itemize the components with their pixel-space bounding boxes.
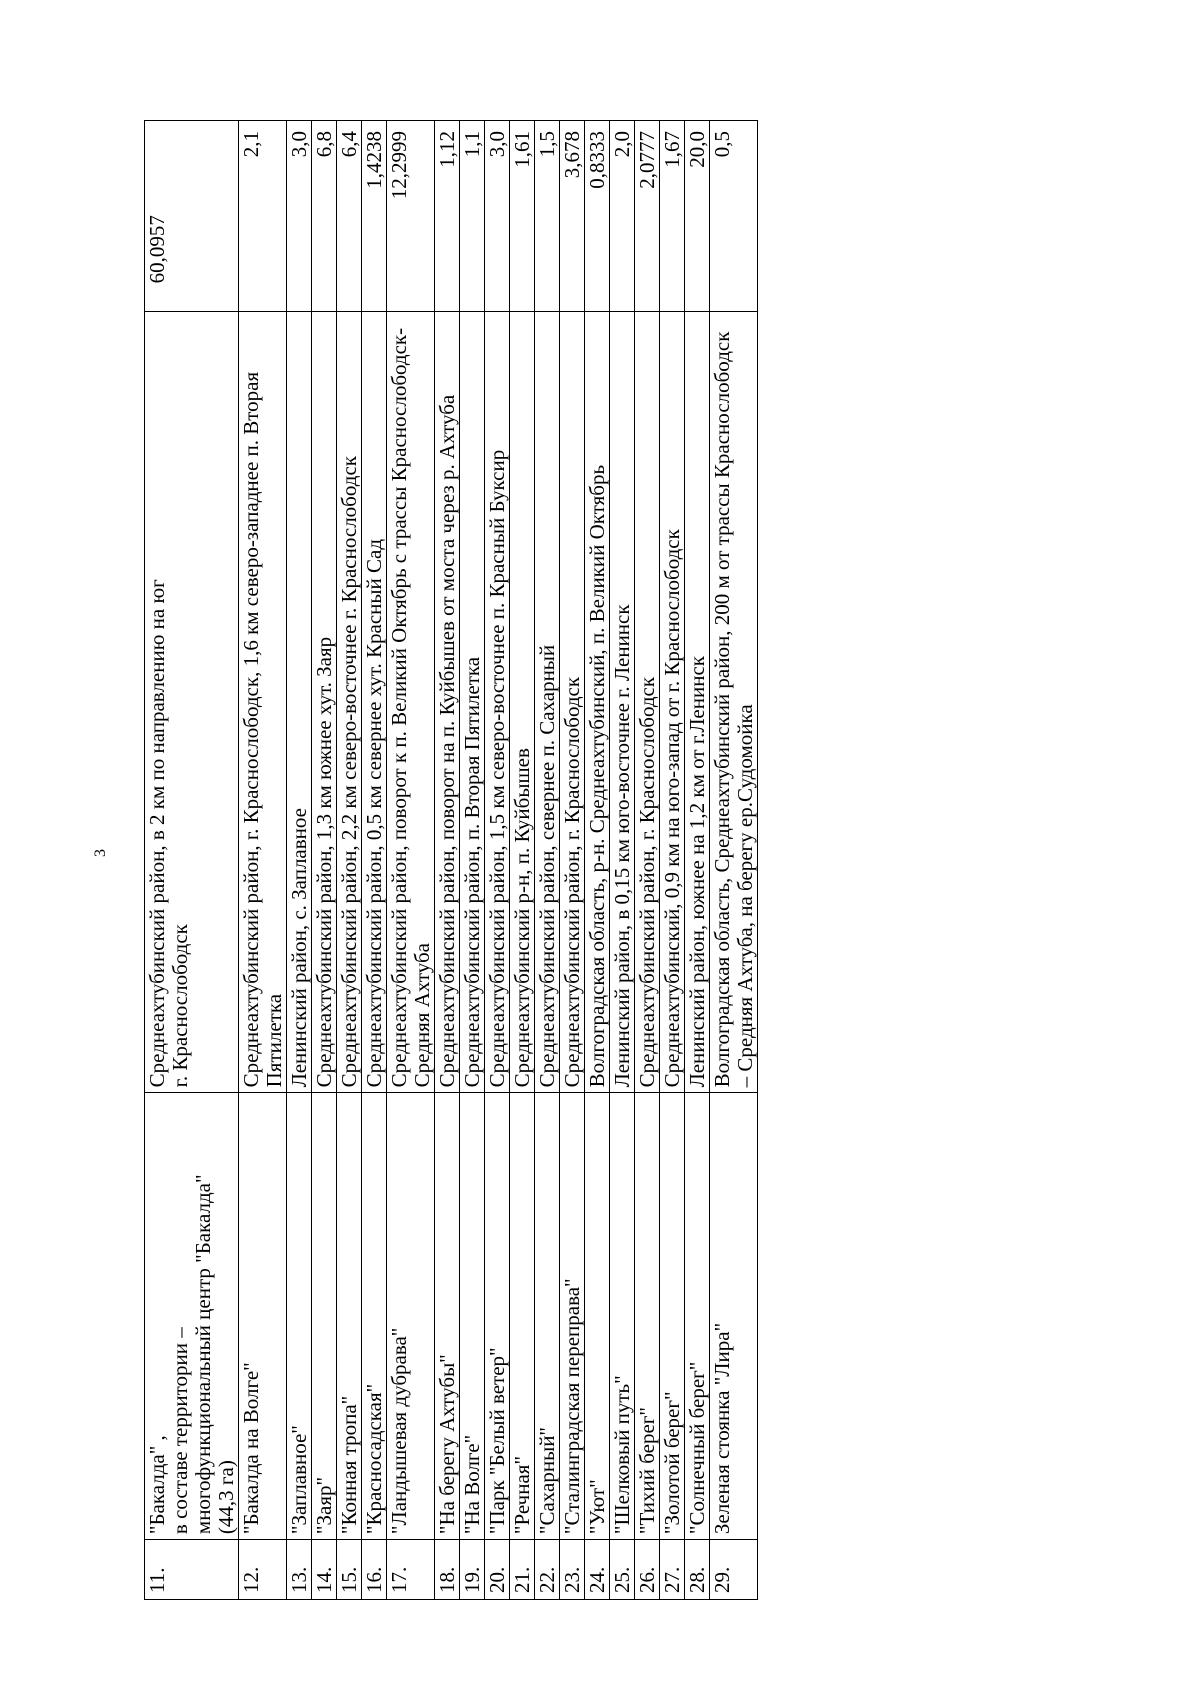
area-cell: 3,0 (485, 121, 510, 312)
name-cell: "Шелковый путь" (610, 1093, 635, 1540)
location-cell: Среднеахтубинский район, 2,2 км северо-восточнее г. Краснослободск (337, 312, 362, 1093)
table-row (239, 121, 287, 1600)
table-row (387, 121, 435, 1600)
name-cell: "Сталинградская переправа" (560, 1093, 585, 1540)
area-cell: 3,678 (560, 121, 585, 312)
row-number-cell: 17. (387, 1540, 435, 1600)
area-cell: 0,5 (710, 121, 758, 312)
name-cell: "Красносадская" (362, 1093, 387, 1540)
location-cell: Среднеахтубинский район, севернее п. Сахарный (535, 312, 560, 1093)
table-row (510, 121, 535, 1600)
name-cell: "Уют" (585, 1093, 610, 1540)
location-cell: Ленинский район, с. Заплавное (287, 312, 312, 1093)
name-cell: "На Волге" (460, 1093, 485, 1540)
name-cell: "Сахарный" (535, 1093, 560, 1540)
row-number-cell: 12. (239, 1540, 287, 1600)
name-cell: "Бакалда на Волге" (239, 1093, 287, 1540)
table-body (145, 121, 758, 1600)
name-cell: "Заплавное" (287, 1093, 312, 1540)
name-cell: "Тихий берег" (635, 1093, 660, 1540)
table-row (485, 121, 510, 1600)
row-number-cell: 11. (145, 1540, 239, 1600)
area-cell: 1,12 (435, 121, 460, 312)
name-cell: "Ландышевая дубрава" (387, 1093, 435, 1540)
name-cell: "Бакалда" , в составе территории – многофункциональный центр "Бакалда" (44,3 га) (145, 1093, 239, 1540)
row-number-cell: 28. (685, 1540, 710, 1600)
location-cell: Среднеахтубинский район, г. Краснослободск (560, 312, 585, 1093)
table-row (610, 121, 635, 1600)
table-row (337, 121, 362, 1600)
name-cell: Зеленая стоянка "Лира" (710, 1093, 758, 1540)
table-row (287, 121, 312, 1600)
row-number-cell: 24. (585, 1540, 610, 1600)
name-cell: "Парк "Белый ветер" (485, 1093, 510, 1540)
row-number-cell: 25. (610, 1540, 635, 1600)
area-cell: 60,0957 (145, 121, 239, 312)
area-cell: 1,67 (660, 121, 685, 312)
table-row (560, 121, 585, 1600)
table-row (435, 121, 460, 1600)
area-cell: 1,1 (460, 121, 485, 312)
location-cell: Среднеахтубинский р-н, п. Куйбышев (510, 312, 535, 1093)
location-cell: Ленинский район, южнее на 1,2 км от г.Ленинск (685, 312, 710, 1093)
row-number-cell: 23. (560, 1540, 585, 1600)
row-number-cell: 15. (337, 1540, 362, 1600)
table-row (145, 121, 239, 1600)
area-cell: 1,4238 (362, 121, 387, 312)
page-number: 3 (92, 849, 109, 857)
table-row (460, 121, 485, 1600)
table-row (585, 121, 610, 1600)
table-row (312, 121, 337, 1600)
location-cell: Волгоградская область, р-н. Среднеахтубинский, п. Великий Октябрь (585, 312, 610, 1093)
location-cell: Волгоградская область, Среднеахтубинский район, 200 м от трассы Краснослободск – Средняя Ахтуба, на берегу ер.Судомойка (710, 312, 758, 1093)
area-cell: 1,5 (535, 121, 560, 312)
row-number-cell: 19. (460, 1540, 485, 1600)
location-cell: Среднеахтубинский район, поворот на п. Куйбышев от моста через р. Ахтуба (435, 312, 460, 1093)
location-cell: Среднеахтубинский район, 1,3 км южнее хут. Заяр (312, 312, 337, 1093)
territory-table (144, 120, 758, 1600)
table-container (144, 120, 1104, 1600)
name-cell: "Заяр" (312, 1093, 337, 1540)
name-cell: "На берегу Ахтубы" (435, 1093, 460, 1540)
row-number-cell: 18. (435, 1540, 460, 1600)
name-cell: "Конная тропа" (337, 1093, 362, 1540)
location-cell: Среднеахтубинский район, 0,5 км севернее хут. Красный Сад (362, 312, 387, 1093)
area-cell: 12,2999 (387, 121, 435, 312)
location-cell: Среднеахтубинский район, г. Краснослободск (635, 312, 660, 1093)
table-row (535, 121, 560, 1600)
area-cell: 2,0777 (635, 121, 660, 312)
area-cell: 6,8 (312, 121, 337, 312)
row-number-cell: 29. (710, 1540, 758, 1600)
row-number-cell: 22. (535, 1540, 560, 1600)
location-cell: Среднеахтубинский район, в 2 км по направлению на юг г. Краснослободск (145, 312, 239, 1093)
location-cell: Среднеахтубинский район, г. Краснослободск, 1,6 км северо-западнее п. Вторая Пятилетка (239, 312, 287, 1093)
row-number-cell: 21. (510, 1540, 535, 1600)
row-number-cell: 26. (635, 1540, 660, 1600)
row-number-cell: 14. (312, 1540, 337, 1600)
area-cell: 1,61 (510, 121, 535, 312)
table-row (362, 121, 387, 1600)
area-cell: 2,1 (239, 121, 287, 312)
area-cell: 0,8333 (585, 121, 610, 312)
area-cell: 2,0 (610, 121, 635, 312)
row-number-cell: 13. (287, 1540, 312, 1600)
row-number-cell: 20. (485, 1540, 510, 1600)
name-cell: "Речная" (510, 1093, 535, 1540)
table-row (710, 121, 758, 1600)
table-row (685, 121, 710, 1600)
table-row (635, 121, 660, 1600)
area-cell: 3,0 (287, 121, 312, 312)
area-cell: 20,0 (685, 121, 710, 312)
location-cell: Среднеахтубинский, 0,9 км на юго-запад от г. Краснослободск (660, 312, 685, 1093)
area-cell: 6,4 (337, 121, 362, 312)
name-cell: "Солнечный берег" (685, 1093, 710, 1540)
name-cell: "Золотой берег" (660, 1093, 685, 1540)
location-cell: Ленинский район, в 0,15 км юго-восточнее г. Ленинск (610, 312, 635, 1093)
table-row (660, 121, 685, 1600)
row-number-cell: 16. (362, 1540, 387, 1600)
location-cell: Среднеахтубинский район, п. Вторая Пятилетка (460, 312, 485, 1093)
location-cell: Среднеахтубинский район, поворот к п. Великий Октябрь с трассы Краснослободск-Средняя Ахтуба (387, 312, 435, 1093)
location-cell: Среднеахтубинский район, 1,5 км северо-восточнее п. Красный Буксир (485, 312, 510, 1093)
row-number-cell: 27. (660, 1540, 685, 1600)
